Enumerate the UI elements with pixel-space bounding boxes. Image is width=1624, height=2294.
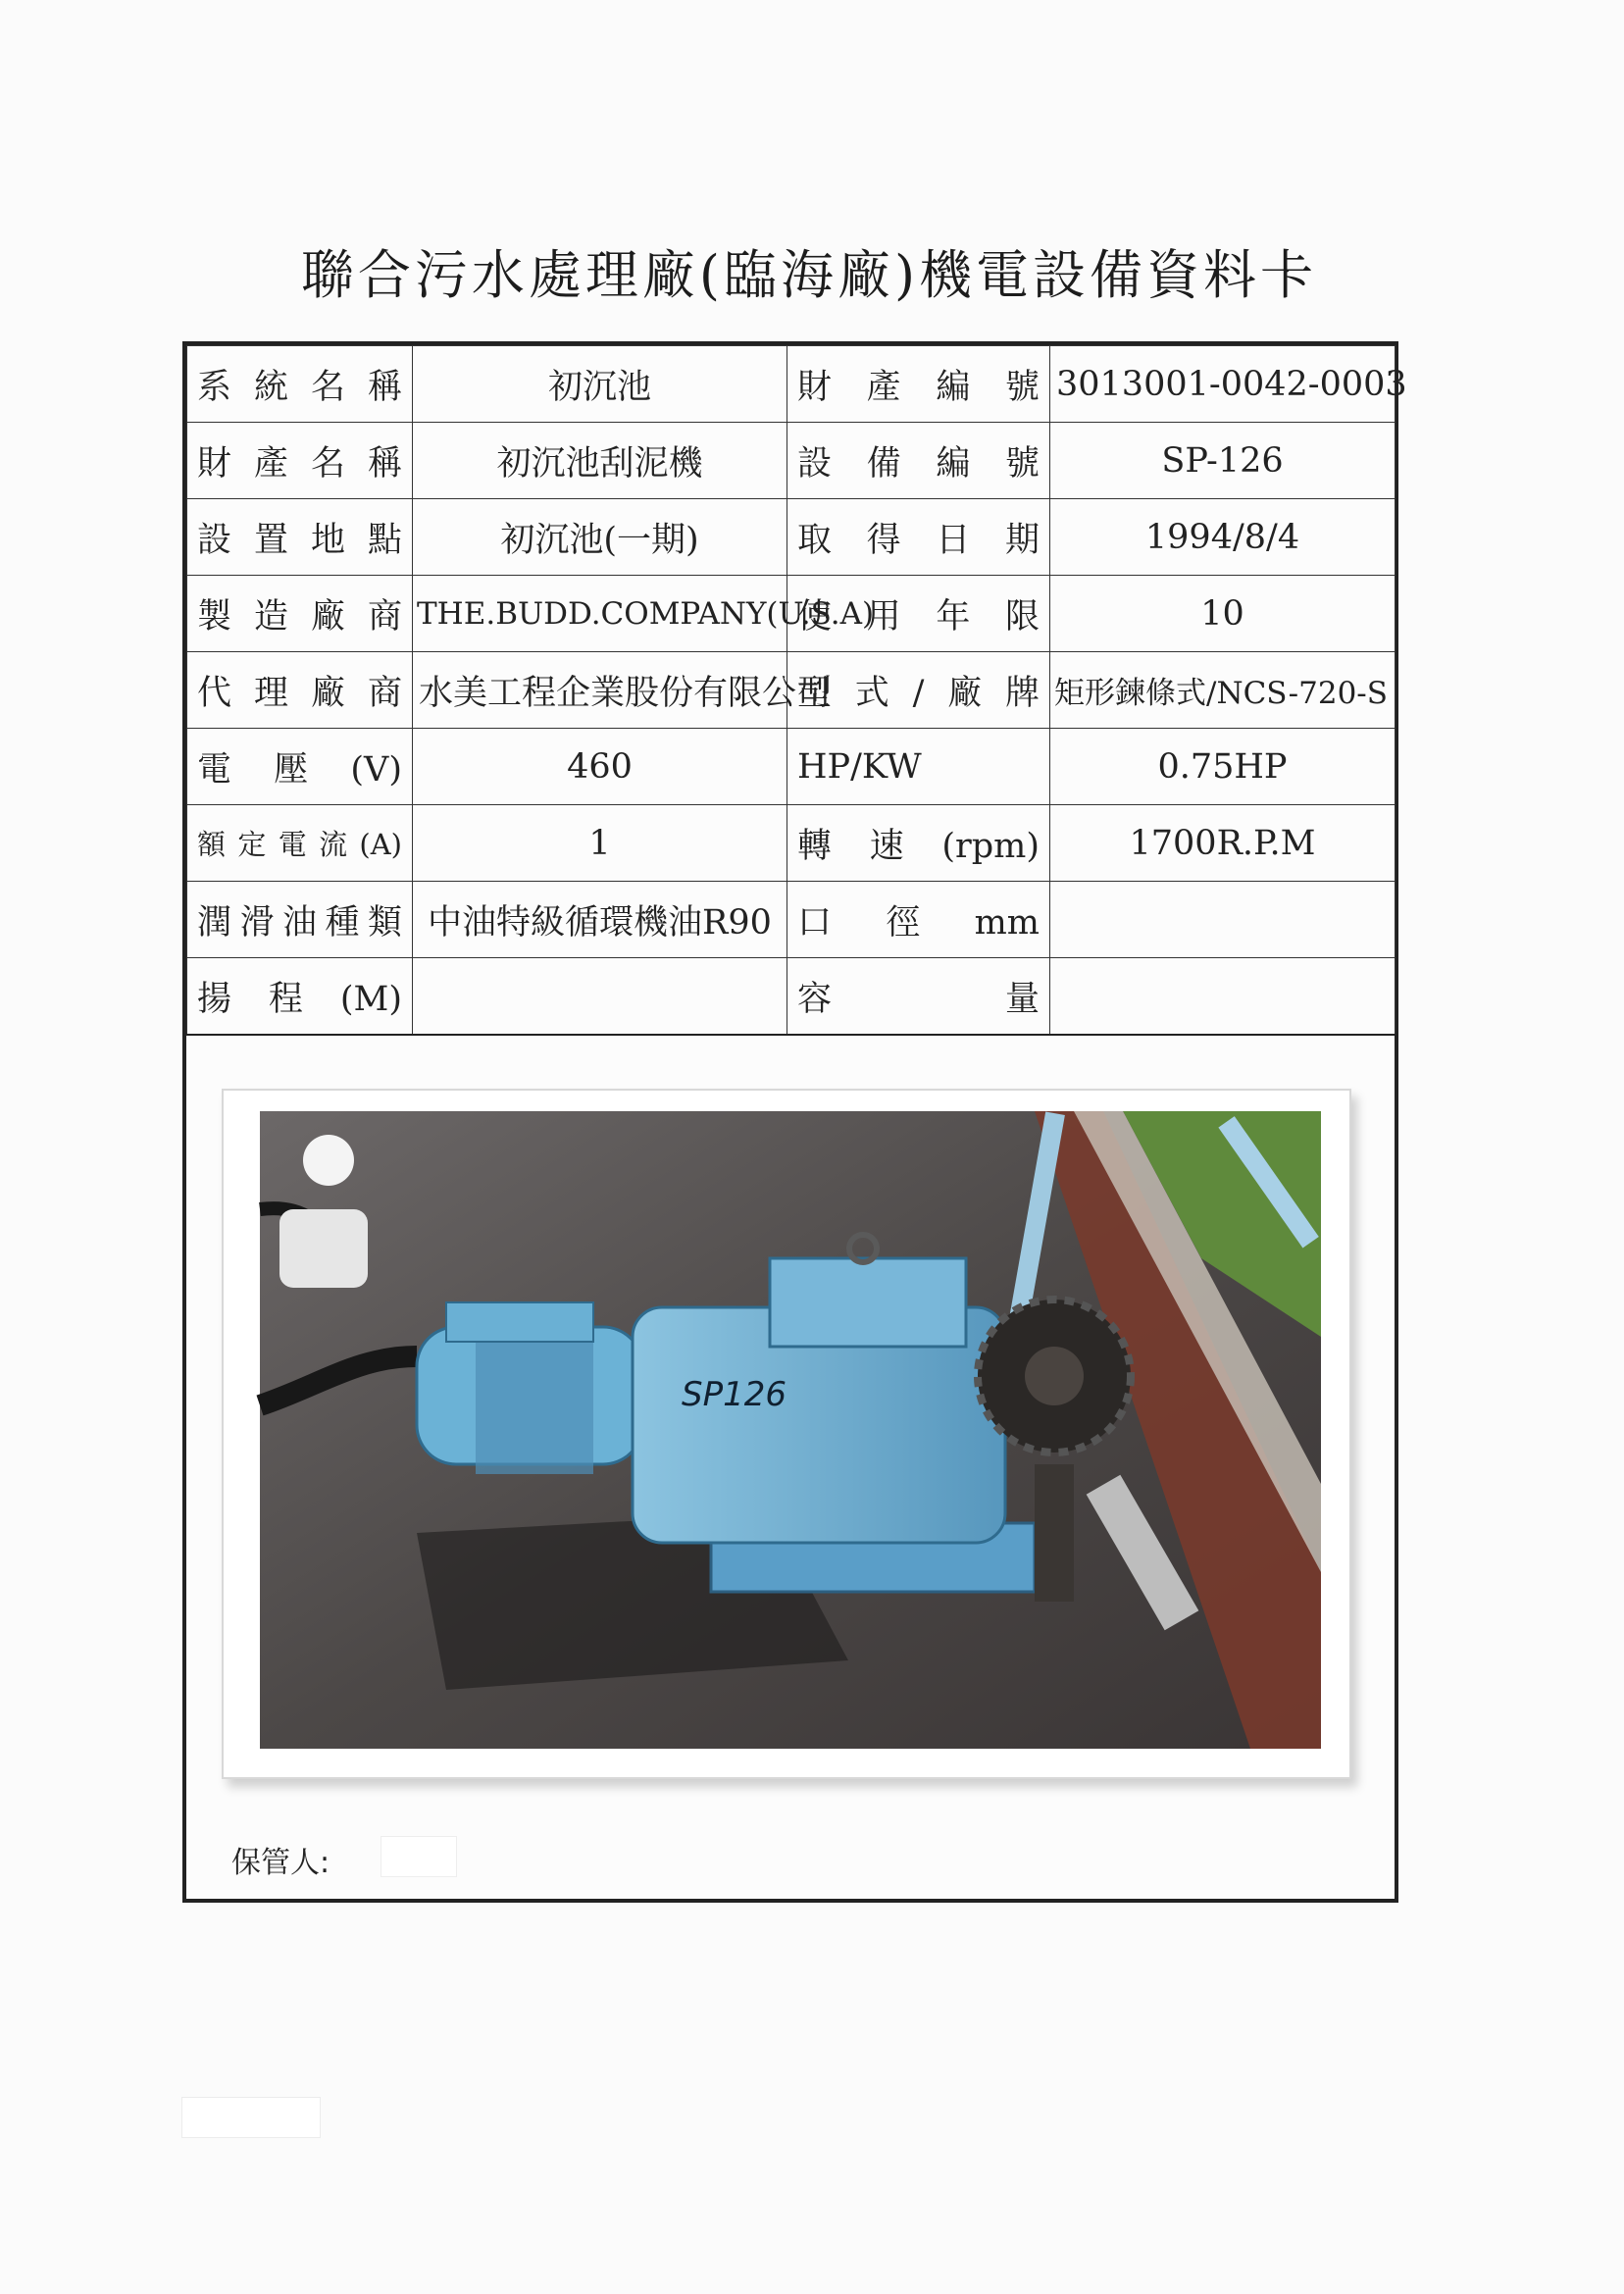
field-label: 揚程(M) — [187, 958, 413, 1036]
field-value: 1700R.P.M — [1050, 805, 1396, 882]
field-label: 設備編號 — [787, 423, 1050, 499]
field-label: 使用年限 — [787, 576, 1050, 652]
equipment-photo — [260, 1111, 1321, 1749]
field-value: SP-126 — [1050, 423, 1396, 499]
field-value: 1 — [413, 805, 787, 882]
field-value: 水美工程企業股份有限公司 — [413, 652, 787, 729]
field-value: 10 — [1050, 576, 1396, 652]
field-label: 財產編號 — [787, 346, 1050, 423]
field-label: 口徑mm — [787, 882, 1050, 958]
keeper-label: 保管人: — [231, 1846, 330, 1880]
field-label: 電壓(V) — [187, 729, 413, 805]
table-row — [187, 882, 1396, 958]
field-label: 設置地點 — [187, 499, 413, 576]
field-value: 0.75HP — [1050, 729, 1396, 805]
field-label: 財產名稱 — [187, 423, 413, 499]
field-value — [1050, 882, 1396, 958]
field-label: 額定電流(A) — [187, 805, 413, 882]
field-value: 初沉池刮泥機 — [413, 423, 787, 499]
equipment-photo-frame — [222, 1089, 1351, 1779]
field-value: 460 — [413, 729, 787, 805]
field-label: 型式/廠牌 — [787, 652, 1050, 729]
keeper-name-box — [381, 1836, 457, 1877]
field-value — [413, 958, 787, 1036]
table-row — [187, 652, 1396, 729]
document-title: 聯合污水處理廠(臨海廠)機電設備資料卡 — [300, 244, 1318, 306]
table-row — [187, 576, 1396, 652]
table-row — [187, 423, 1396, 499]
blank-note-box — [181, 2097, 321, 2138]
field-label: 取得日期 — [787, 499, 1050, 576]
field-value: 初沉池 — [413, 346, 787, 423]
field-value: 3013001-0042-0003 — [1050, 346, 1396, 423]
table-row — [187, 346, 1396, 423]
field-label: 潤滑油種類 — [187, 882, 413, 958]
table-row — [187, 499, 1396, 576]
field-value: THE.BUDD.COMPANY(U.S.A) — [413, 576, 787, 652]
pipe — [279, 1209, 368, 1288]
white-fitting — [303, 1135, 354, 1186]
field-value: 初沉池(一期) — [413, 499, 787, 576]
table-row — [187, 958, 1396, 1036]
field-value: 中油特級循環機油R90 — [413, 882, 787, 958]
field-label: 系統名稱 — [187, 346, 413, 423]
field-label: 製造廠商 — [187, 576, 413, 652]
field-label: 轉速(rpm) — [787, 805, 1050, 882]
field-value — [1050, 958, 1396, 1036]
handwritten-label: SP126 — [682, 1375, 787, 1414]
field-label: 容量 — [787, 958, 1050, 1036]
table-row — [187, 729, 1396, 805]
field-value: 1994/8/4 — [1050, 499, 1396, 576]
equipment-card — [182, 341, 1407, 1903]
field-label: HP/KW — [787, 729, 1050, 805]
field-value: 矩形鍊條式/NCS-720-S — [1050, 652, 1396, 729]
field-label: 代理廠商 — [187, 652, 413, 729]
equipment-info-table — [186, 345, 1407, 1036]
table-row — [187, 805, 1396, 882]
